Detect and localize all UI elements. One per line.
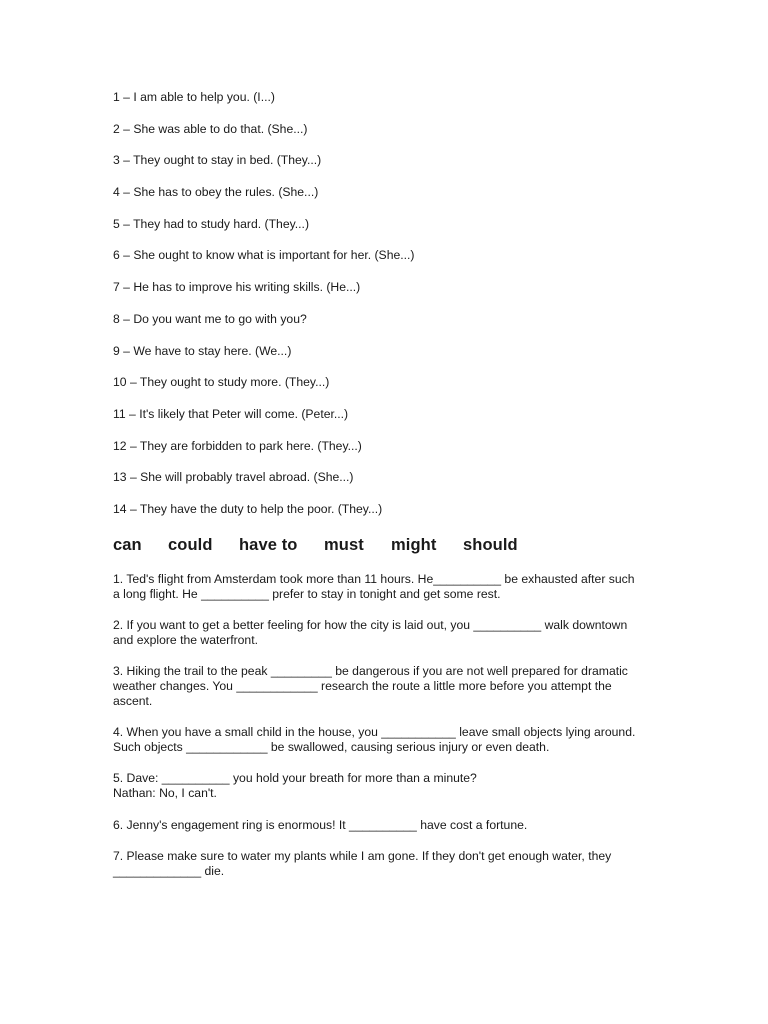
exercise-item [113,618,673,648]
word-bank-item: should [463,536,518,554]
rewrite-item: 12 – They are forbidden to park here. (They...) [113,439,362,453]
exercise-line: Nathan: No, I can't. [113,786,217,800]
exercise-item [113,818,673,833]
word-bank-item: can [113,536,142,554]
word-bank-item: have to [239,536,298,554]
exercise-item [113,849,673,879]
rewrite-item: 8 – Do you want me to go with you? [113,312,307,326]
exercise-line: weather changes. You ____________ research the route a little more before you attempt the [113,679,612,693]
rewrite-item: 5 – They had to study hard. (They...) [113,217,310,231]
exercise-line: 1. Ted's flight from Amsterdam took more than 11 hours. He__________ be exhausted after such [113,572,635,586]
exercise-item [113,664,673,709]
exercise-line: _____________ die. [113,864,225,878]
exercise-line: 6. Jenny's engagement ring is enormous! It __________ have cost a fortune. [113,818,528,832]
rewrite-item: 13 – She will probably travel abroad. (She...) [113,470,354,484]
exercise-line: Such objects ____________ be swallowed, causing serious injury or even death. [113,740,550,754]
rewrite-item: 11 – It's likely that Peter will come. (Peter...) [113,407,349,421]
exercise-line: 2. If you want to get a better feeling for how the city is laid out, you __________ walk downtown [113,618,628,632]
rewrite-item: 14 – They have the duty to help the poor. (They...) [113,502,383,516]
word-bank-item: must [324,536,364,554]
rewrite-item: 1 – I am able to help you. (I...) [113,90,275,104]
exercise-item [113,572,673,602]
exercise-line: 3. Hiking the trail to the peak _________ be dangerous if you are not well prepared for dramatic [113,664,628,678]
rewrite-item: 7 – He has to improve his writing skills. (He...) [113,280,361,294]
rewrite-item: 10 – They ought to study more. (They...) [113,375,330,389]
exercise-line: a long flight. He __________ prefer to stay in tonight and get some rest. [113,587,501,601]
word-bank-item: might [391,536,437,554]
rewrite-item: 9 – We have to stay here. (We...) [113,344,292,358]
exercise-line: and explore the waterfront. [113,633,258,647]
exercise-item [113,771,673,801]
word-bank-item: could [168,536,213,554]
rewrite-item: 4 – She has to obey the rules. (She...) [113,185,319,199]
rewrite-item: 3 – They ought to stay in bed. (They...) [113,153,322,167]
exercise-line: 7. Please make sure to water my plants while I am gone. If they don't get enough water, they [113,849,612,863]
rewrite-item: 2 – She was able to do that. (She...) [113,122,308,136]
exercise-item [113,725,673,755]
exercise-line: ascent. [113,694,153,708]
rewrite-item: 6 – She ought to know what is important for her. (She...) [113,248,415,262]
exercise-line: 5. Dave: __________ you hold your breath for more than a minute? [113,771,477,785]
exercise-line: 4. When you have a small child in the house, you ___________ leave small objects lying around. [113,725,636,739]
